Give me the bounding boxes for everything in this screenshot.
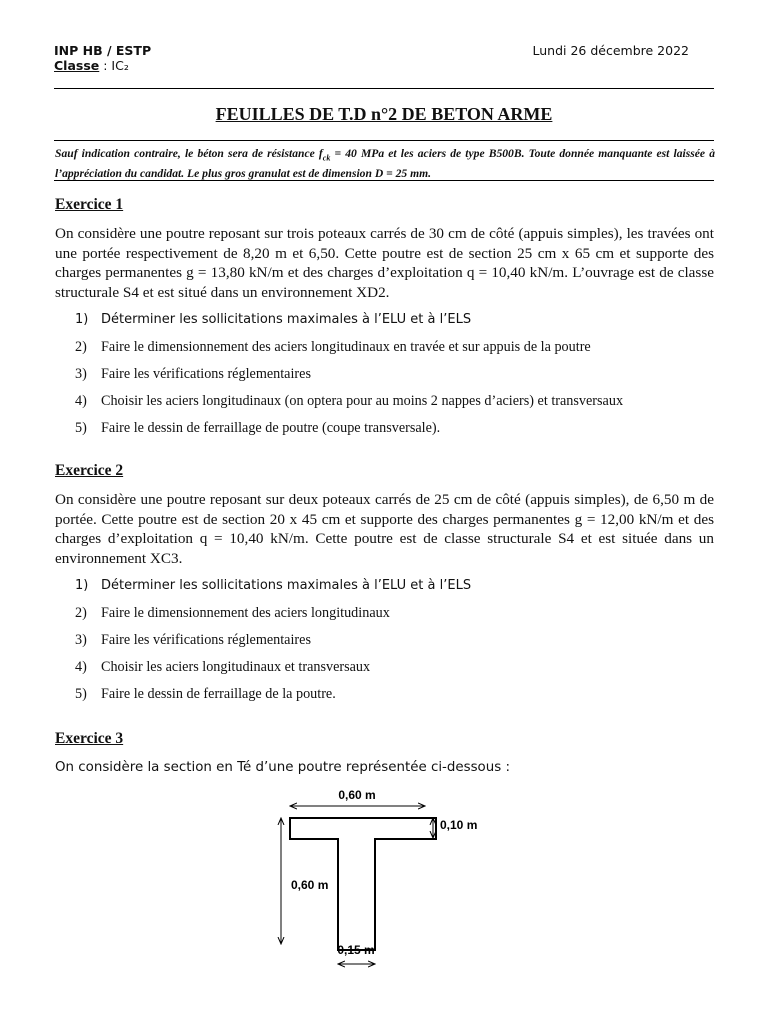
task-item (55, 418, 695, 445)
note-bottom-divider (54, 180, 714, 181)
flange-thickness-label: 0,10 m (440, 818, 478, 832)
page-title: FEUILLES DE T.D n°2 DE BETON ARME (215, 104, 553, 124)
task-number: 5) (75, 420, 87, 436)
task-text: Faire le dessin de ferraillage de la poutre. (101, 686, 336, 702)
exercise-1-task-list (55, 310, 695, 445)
task-item (55, 630, 695, 657)
task-item (55, 364, 695, 391)
task-text: Choisir les aciers longitudinaux et transversaux (101, 659, 371, 675)
class-line (54, 58, 151, 73)
class-label: Classe (54, 58, 100, 73)
header-left (54, 43, 151, 73)
general-note: Sauf indication contraire, le béton sera de résistance $f_{ck} = 40$ MPa et les aciers de type B500B. Toute donnée manquante est laissée à l’appréciation du candidat. Le plus gros granulat est de dimension D = 25 mm. (55, 147, 715, 180)
task-text: Choisir les aciers longitudinaux (on optera pour au moins 2 nappes d’aciers) et transversaux (101, 393, 624, 409)
task-number: 4) (75, 393, 87, 409)
task-number: 1) (75, 312, 89, 327)
task-item (55, 576, 695, 603)
task-text: Faire le dessin de ferraillage de poutre (coupe transversale). (101, 420, 441, 436)
task-text: Faire les vérifications réglementaires (101, 366, 311, 382)
note-top-divider (54, 140, 714, 141)
header-divider (54, 88, 714, 89)
task-text: Faire les vérifications réglementaires (101, 632, 311, 648)
task-text: Faire le dimensionnement des aciers longitudinaux en travée et sur appuis de la poutre (101, 339, 591, 355)
task-number: 3) (75, 366, 87, 382)
t-section-diagram (270, 784, 490, 974)
web-width-label: 0,15 m (337, 943, 375, 957)
task-number: 1) (75, 578, 89, 593)
task-number: 2) (75, 605, 87, 621)
exercise-2-task-list (55, 576, 695, 711)
total-height-label: 0,60 m (291, 878, 329, 892)
exercise-1-statement: On considère une poutre reposant sur trois poteaux carrés de 30 cm de côté (appuis simples), les travées ont une portée respectivement de 8,20 m et 6,50. Cette poutre est de section 25 cm x 65 cm et supporte des charges permanentes g = 13,80 kN/m et des charges d’exploitation q = 10,40 kN/m. L’ouvrage est de classe structurale S4 et est situé dans un environnement XD2. (55, 225, 714, 301)
task-item (55, 603, 695, 630)
class-value: : IC₂ (99, 58, 129, 73)
exercise-1-title: Exercice 1 (55, 196, 124, 213)
exercise-2-statement: On considère une poutre reposant sur deux poteaux carrés de 25 cm de côté (appuis simples), de 6,50 m de portée. Cette poutre est de section 20 x 45 cm et supporte des charges permanentes g = 12,00 kN/m et des charges d’exploitation q = 10,40 kN/m. Cette poutre est de classe structurale S4 et est située dans un environnement XC3. (55, 491, 714, 567)
school-name: INP HB / ESTP (54, 43, 152, 58)
task-text: Déterminer les sollicitations maximales à l’ELU et à l’ELS (101, 578, 472, 593)
task-item (55, 391, 695, 418)
task-number: 2) (75, 339, 87, 355)
flange-width-label: 0,60 m (338, 788, 376, 802)
document-date: Lundi 26 décembre 2022 (532, 43, 689, 58)
exercise-2-title: Exercice 2 (55, 462, 124, 479)
task-item (55, 310, 695, 337)
task-number: 3) (75, 632, 87, 648)
task-text: Faire le dimensionnement des aciers longitudinaux (101, 605, 390, 621)
task-item (55, 684, 695, 711)
task-text: Déterminer les sollicitations maximales à l’ELU et à l’ELS (101, 312, 472, 327)
exercise-3-statement: On considère la section en Té d’une poutre représentée ci-dessous : (55, 760, 510, 775)
exercise-3-title: Exercice 3 (55, 730, 124, 747)
task-item (55, 337, 695, 364)
task-number: 5) (75, 686, 87, 702)
task-number: 4) (75, 659, 87, 675)
task-item (55, 657, 695, 684)
